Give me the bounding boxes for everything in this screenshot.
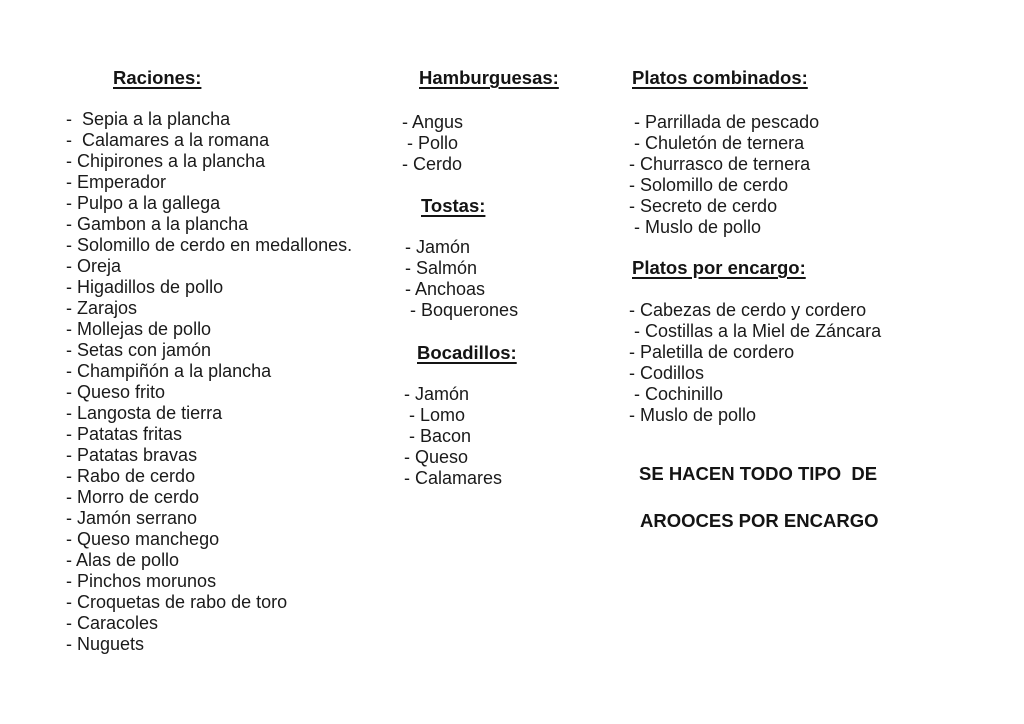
menu-item: - Cerdo (402, 154, 463, 174)
menu-item: - Gambon a la plancha (66, 214, 249, 234)
menu-item: - Parrillada de pescado (629, 112, 820, 132)
menu-item: - Cochinillo (629, 384, 724, 404)
menu-item: - Rabo de cerdo (66, 466, 196, 486)
menu-item: - Salmón (405, 258, 478, 278)
menu-item: - Queso (404, 447, 469, 467)
menu-item: - Muslo de pollo (629, 405, 757, 425)
menu-item: - Zarajos (66, 298, 138, 318)
menu-item: - Anchoas (405, 279, 486, 299)
menu-item: - Costillas a la Miel de Záncara (629, 321, 882, 341)
menu-item: - Muslo de pollo (629, 217, 762, 237)
menu-item: - Codillos (629, 363, 705, 383)
menu-item: - Jamón (404, 384, 470, 404)
tostas-title: Tostas: (421, 195, 486, 216)
menu-item: - Cabezas de cerdo y cordero (629, 300, 867, 320)
platos-por-encargo-title: Platos por encargo: (632, 257, 806, 278)
platos-combinados-title: Platos combinados: (632, 67, 808, 88)
raciones-list (66, 109, 352, 655)
menu-item: - Churrasco de ternera (629, 154, 811, 174)
menu-item: - Solomillo de cerdo (629, 175, 789, 195)
bocadillos-title: Bocadillos: (417, 342, 517, 363)
menu-item: - Patatas bravas (66, 445, 198, 465)
arroces-note-line-2: AROOCES POR ENCARGO (640, 510, 879, 531)
menu-item: - Paletilla de cordero (629, 342, 795, 362)
menu-item: - Sepia a la plancha (66, 109, 231, 129)
menu-item: - Jamón (405, 237, 471, 257)
menu-item: - Pulpo a la gallega (66, 193, 221, 213)
menu-item: - Alas de pollo (66, 550, 180, 570)
menu-item: - Queso frito (66, 382, 166, 402)
menu-item: - Pollo (402, 133, 459, 153)
platos-combinados-list (629, 112, 819, 238)
menu-item: - Secreto de cerdo (629, 196, 778, 216)
platos-por-encargo-list (629, 300, 881, 426)
hamburguesas-list (402, 112, 463, 175)
menu-item: - Lomo (404, 405, 466, 425)
menu-item: - Chipirones a la plancha (66, 151, 266, 171)
menu-item: - Setas con jamón (66, 340, 212, 360)
menu-item: - Patatas fritas (66, 424, 183, 444)
menu-item: - Mollejas de pollo (66, 319, 212, 339)
menu-item: - Jamón serrano (66, 508, 198, 528)
menu-item: - Calamares (404, 468, 503, 488)
menu-item: - Morro de cerdo (66, 487, 200, 507)
menu-item: - Champiñón a la plancha (66, 361, 272, 381)
raciones-title: Raciones: (113, 67, 202, 88)
hamburguesas-title: Hamburguesas: (419, 67, 559, 88)
menu-item: - Nuguets (66, 634, 145, 654)
arroces-note-line-1: SE HACEN TODO TIPO DE (639, 463, 878, 484)
menu-item: - Boquerones (405, 300, 519, 320)
tostas-list (405, 237, 518, 321)
bocadillos-list (404, 384, 502, 489)
menu-item: - Solomillo de cerdo en medallones. (66, 235, 353, 255)
menu-item: - Higadillos de pollo (66, 277, 224, 297)
menu-item: - Oreja (66, 256, 122, 276)
menu-item: - Angus (402, 112, 464, 132)
menu-item: - Langosta de tierra (66, 403, 223, 423)
menu-item: - Queso manchego (66, 529, 220, 549)
menu-item: - Calamares a la romana (66, 130, 270, 150)
menu-item: - Chuletón de ternera (629, 133, 805, 153)
menu-item: - Emperador (66, 172, 167, 192)
menu-item: - Caracoles (66, 613, 159, 633)
menu-item: - Pinchos morunos (66, 571, 217, 591)
menu-item: - Croquetas de rabo de toro (66, 592, 288, 612)
menu-item: - Bacon (404, 426, 472, 446)
